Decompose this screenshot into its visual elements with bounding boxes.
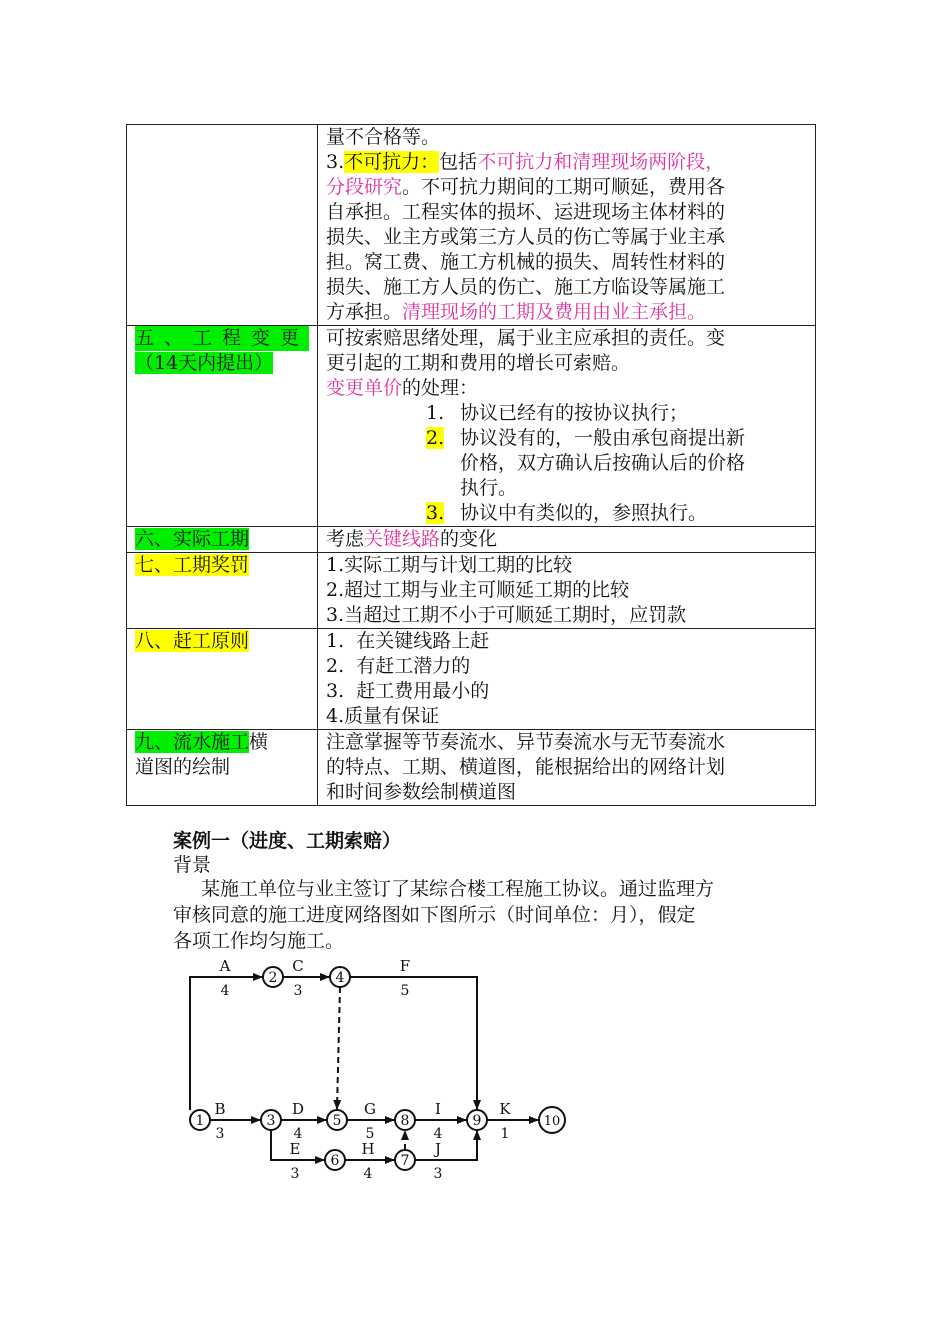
text-line: 自承担。工程实体的损坏、运进现场主体材料的 (326, 201, 726, 223)
text-line: 1. 在关键线路上赶 (326, 630, 490, 652)
text-line: 3. 赶工费用最小的 (326, 680, 490, 702)
row-title: 九、流水施工 (135, 731, 250, 753)
activity-duration-a: 4 (220, 983, 230, 999)
text-line: 1.实际工期与计划工期的比较 (326, 554, 573, 576)
table-cell (318, 553, 816, 629)
row-title-line1 (135, 730, 309, 755)
activity-duration-c: 3 (293, 983, 303, 999)
row-title-rest: 横 (249, 731, 269, 753)
activity-name-c: C (292, 957, 304, 975)
row-title-cell (127, 629, 318, 730)
row-title: 七、工期奖罚 (135, 554, 250, 576)
item-number: 3. (426, 502, 445, 524)
activity-duration-d: 4 (293, 1126, 303, 1142)
text-fragment: 考虑 (326, 528, 365, 550)
item-text: 协议中有类似的，参照执行。 (460, 502, 708, 524)
row-title: 六、实际工期 (135, 528, 250, 550)
row-title: （14天内提出） (135, 352, 274, 374)
item-number: 2. (426, 427, 445, 449)
activity-duration-j: 3 (433, 1166, 443, 1182)
table-cell-force-majeure (318, 125, 816, 326)
row-title-line2 (135, 351, 309, 376)
text-line: 2. 有赶工潜力的 (326, 655, 471, 677)
network-diagram (180, 955, 580, 1190)
node-label-3: 3 (266, 1113, 276, 1129)
node-label-4: 4 (335, 970, 345, 986)
edge-j (415, 1131, 477, 1160)
table-cell-change (318, 326, 816, 527)
text-fragment: 包括 (439, 151, 478, 173)
activity-name-g: G (364, 1100, 376, 1118)
activity-duration-b: 3 (215, 1126, 225, 1142)
text-line (326, 300, 807, 325)
node-label-5: 5 (332, 1113, 342, 1129)
table-row-duration-reward (127, 553, 816, 629)
paragraph-line: 某施工单位与业主签订了某综合楼工程施工协议。通过监理方 (201, 878, 715, 900)
item-number-wrap (426, 426, 460, 451)
item-number-wrap (426, 501, 460, 526)
row-title-cell (127, 553, 318, 629)
pink-text: 不可抗力和清理现场两阶段， (477, 151, 725, 173)
case-title: 案例一（进度、工期索赔） (173, 830, 402, 852)
activity-duration-f: 5 (400, 983, 410, 999)
text-line: 量不合格等。 (326, 126, 441, 148)
row-title-cell (127, 527, 318, 553)
list-item (326, 401, 807, 426)
activity-duration-k: 1 (500, 1126, 510, 1142)
case-paragraph (173, 876, 813, 954)
background-label: 背景 (173, 854, 212, 876)
activity-name-a: A (219, 957, 231, 975)
activity-duration-e: 3 (290, 1166, 300, 1182)
activity-name-k: K (499, 1100, 511, 1118)
table-cell-empty (127, 125, 318, 326)
item-text: 协议已经有的按协议执行； (460, 402, 689, 424)
item-text: 协议没有的，一般由承包商提出新 (460, 427, 746, 449)
text-line: 担。窝工费、施工方机械的损失、周转性材料的 (326, 251, 726, 273)
pink-text: 关键线路 (364, 528, 441, 550)
activity-name-f: F (399, 957, 411, 975)
item-number: 1. (426, 402, 445, 424)
text-line: 可按索赔思绪处理，属于业主应承担的责任。变 (326, 327, 726, 349)
pink-text: 清理现场的工期及费用由业主承担。 (402, 301, 707, 323)
activity-name-b: B (214, 1100, 226, 1118)
text-fragment: 的变化 (440, 528, 498, 550)
table-cell (318, 730, 816, 806)
table-row-acceleration (127, 629, 816, 730)
node-label-6: 6 (330, 1153, 340, 1169)
text-fragment: 的处理： (402, 377, 479, 399)
paragraph-line: 审核同意的施工进度网络图如下图所示（时间单位：月），假定 (173, 904, 696, 926)
text-fragment: 。不可抗力期间的工期可顺延，费用各 (402, 176, 726, 198)
text-line (326, 150, 807, 175)
activity-name-h: H (361, 1140, 375, 1158)
node-label-8: 8 (400, 1113, 410, 1129)
text-fragment: 方承担。 (326, 301, 403, 323)
text-line: 4.质量有保证 (326, 705, 440, 727)
node-label-2: 2 (268, 970, 278, 986)
list-item-continued: 价格，双方确认后按确认后的价格 (460, 452, 746, 474)
table-row-flow-construction (127, 730, 816, 806)
item-number: 3. (326, 151, 345, 173)
list-item (326, 426, 807, 451)
pink-text: 变更单价 (326, 377, 403, 399)
activity-name-i: I (435, 1100, 441, 1118)
row-title-cell (127, 326, 318, 527)
node-label-7: 7 (400, 1153, 410, 1169)
text-line: 2.超过工期与业主可顺延工期的比较 (326, 579, 630, 601)
text-line: 注意掌握等节奏流水、异节奏流水与无节奏流水 (326, 731, 726, 753)
activity-name-j: J (434, 1140, 442, 1158)
text-line: 的特点、工期、横道图，能根据给出的网络计划 (326, 756, 726, 778)
edge-f (350, 977, 477, 1109)
list-item-continued: 执行。 (460, 477, 518, 499)
edge-dummy-4-5 (337, 987, 340, 1109)
text-line: 和时间参数绘制横道图 (326, 781, 517, 803)
activity-duration-i: 4 (433, 1126, 443, 1142)
activity-duration-h: 4 (363, 1166, 373, 1182)
row-title: 五、工程变更 (135, 327, 310, 349)
text-line: 3.当超过工期不小于可顺延工期时，应罚款 (326, 604, 687, 626)
paragraph-line: 各项工作均匀施工。 (173, 930, 345, 952)
text-line (326, 527, 807, 552)
row-title-cell (127, 730, 318, 806)
table-cell (318, 527, 816, 553)
table-cell (318, 629, 816, 730)
row-title-rest: 道图的绘制 (135, 756, 231, 778)
table-row-engineering-change (127, 326, 816, 527)
node-label-9: 9 (472, 1113, 482, 1129)
node-label-1: 1 (195, 1113, 205, 1129)
requirements-table (126, 124, 816, 806)
activity-duration-g: 5 (365, 1126, 375, 1142)
node-label-10: 10 (543, 1114, 561, 1129)
pink-text: 分段研究 (326, 176, 403, 198)
list-item (326, 501, 807, 526)
text-line (326, 376, 807, 401)
table-row-continuation (127, 125, 816, 326)
activity-name-d: D (291, 1100, 305, 1118)
text-line (326, 175, 807, 200)
text-line: 损失、业主方或第三方人员的伤亡等属于业主承 (326, 226, 726, 248)
text-line: 更引起的工期和费用的增长可索赔。 (326, 352, 631, 374)
row-title: 八、赶工原则 (135, 630, 250, 652)
table-row-actual-duration (127, 527, 816, 553)
activity-name-e: E (289, 1140, 301, 1158)
force-majeure-label: 不可抗力： (344, 151, 440, 173)
text-line: 损失、施工方人员的伤亡、施工方临设等属施工 (326, 276, 726, 298)
